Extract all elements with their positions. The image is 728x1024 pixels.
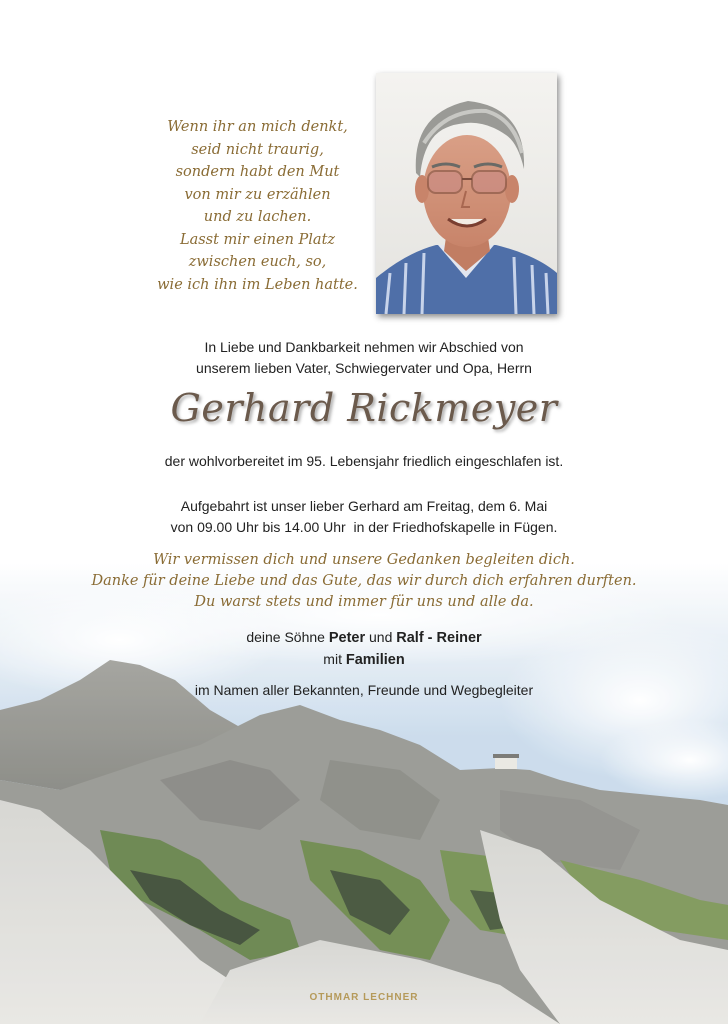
sons-line xyxy=(0,627,728,649)
remembrance-text xyxy=(0,550,728,613)
mourners-text: im Namen aller Bekannten, Freunde und Wegbegleiter xyxy=(194,682,534,698)
family-signature xyxy=(0,627,728,671)
poem-line: von mir zu erzählen xyxy=(184,186,331,203)
deceased-name: Gerhard Rickmeyer xyxy=(170,386,558,430)
sons-prefix: deine Söhne xyxy=(246,629,329,645)
families-text: Familien xyxy=(345,652,405,668)
poem xyxy=(150,116,365,296)
intro-text xyxy=(0,337,728,379)
remembrance-line: Danke für deine Liebe und das Gute, das wir durch dich erfahren durften. xyxy=(91,573,637,589)
footer xyxy=(0,992,728,1003)
poem-line: und zu lachen. xyxy=(203,209,312,225)
poem-line: zwischen euch, so, xyxy=(188,254,327,270)
poem-line: wie ich ihn im Leben hatte. xyxy=(157,276,358,293)
funeral-home-brand: OTHMAR LECHNER xyxy=(309,992,419,1003)
funeral-line: Aufgebahrt ist unser lieber Gerhard am Freitag, dem 6. Mai xyxy=(180,498,548,514)
poem-line: Wenn ihr an mich denkt, xyxy=(167,119,348,135)
funeral-line: von 09.00 Uhr bis 14.00 Uhr in der Friedhofskapelle in Fügen. xyxy=(170,519,558,535)
poem-line: sondern habt den Mut xyxy=(175,164,340,180)
funeral-info xyxy=(0,496,728,538)
son-name: Peter xyxy=(328,630,366,646)
portrait-illustration xyxy=(376,73,557,314)
remembrance-line: Du warst stets und immer für uns und alle da. xyxy=(194,594,534,610)
poem-line: seid nicht traurig, xyxy=(191,141,324,158)
poem-line: Lasst mir einen Platz xyxy=(179,231,336,248)
portrait-photo xyxy=(376,73,557,314)
with-text: mit xyxy=(323,651,346,667)
death-notice-text: der wohlvorbereitet im 95. Lebensjahr friedlich eingeschlafen ist. xyxy=(164,453,564,469)
families-line xyxy=(0,649,728,671)
intro-line: In Liebe und Dankbarkeit nehmen wir Abschied von xyxy=(204,339,524,355)
conjunction: und xyxy=(365,629,397,645)
son-name: Ralf - Reiner xyxy=(396,630,482,646)
intro-line: unserem lieben Vater, Schwiegervater und Opa, Herrn xyxy=(196,360,532,376)
remembrance-line: Wir vermissen dich und unsere Gedanken begleiten dich. xyxy=(153,552,575,568)
